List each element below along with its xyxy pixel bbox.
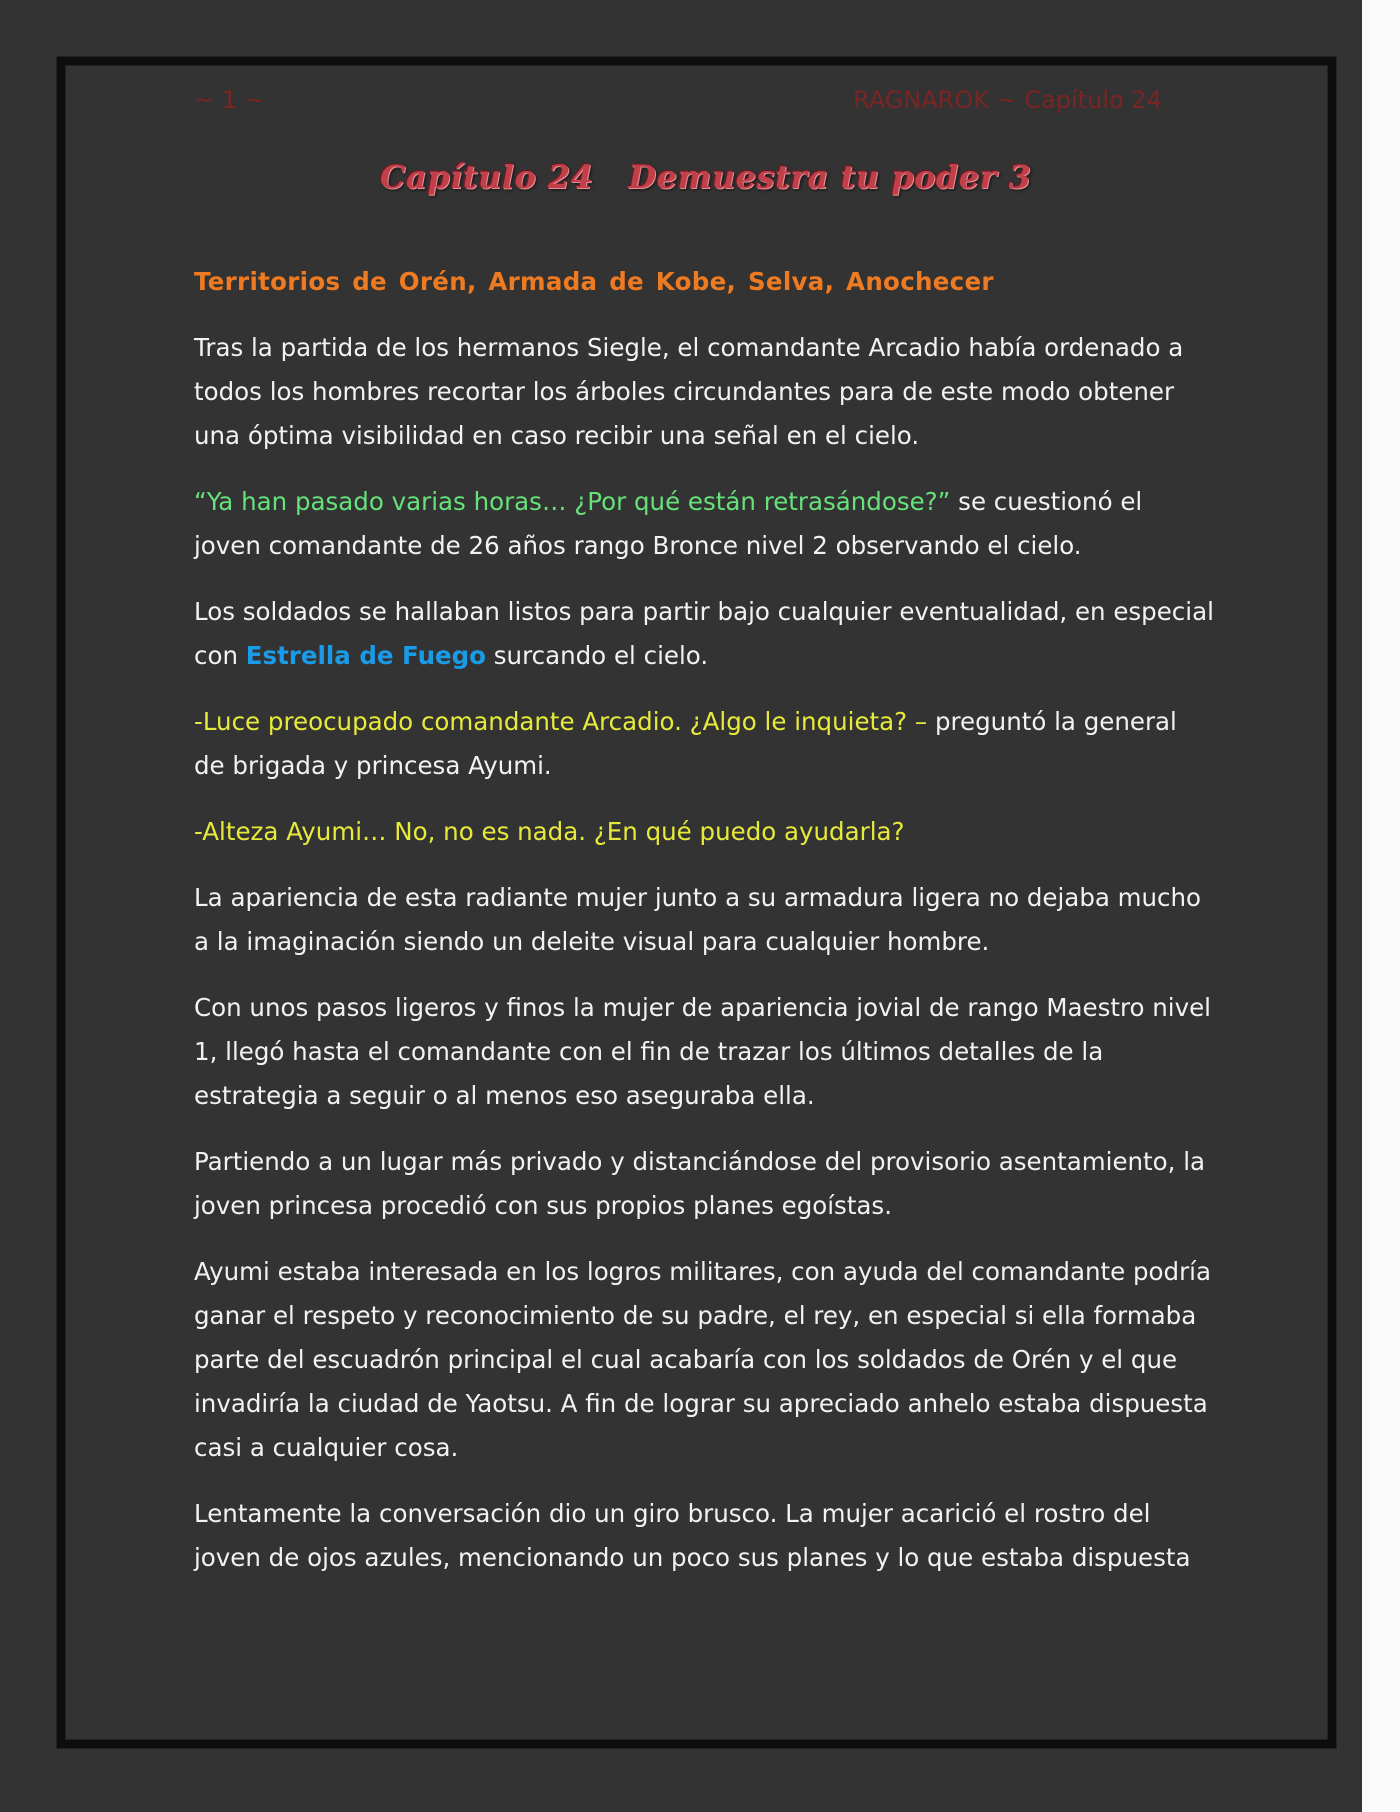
paragraph: Tras la partida de los hermanos Siegle, el comandante Arcadio había ordenado a todos los hombres recortar los árboles circundantes para de este modo obtener una óptima visibilidad en caso recibir una señal en el cielo. bbox=[194, 333, 1184, 450]
paragraph: Lentamente la conversación dio un giro brusco. La mujer acarició el rostro del joven de ojos azules, mencionando un poco sus planes y lo que estaba dispuesta bbox=[194, 1499, 1191, 1572]
dialogue-line: -Luce preocupado comandante Arcadio. ¿Algo le inquieta? – bbox=[194, 707, 928, 736]
dialogue-line: -Alteza Ayumi… No, no es nada. ¿En qué puedo ayudarla? bbox=[194, 817, 905, 846]
paragraph: Partiendo a un lugar más privado y distanciándose del provisorio asentamiento, la joven princesa procedió con sus propios planes egoístas. bbox=[194, 1147, 1206, 1220]
paragraph-text: preguntó la general de brigada y princesa Ayumi. bbox=[194, 707, 1177, 780]
paragraph bbox=[194, 700, 1214, 788]
page-number: ~ 1 ~ bbox=[194, 86, 265, 114]
paragraph: Con unos pasos ligeros y finos la mujer de apariencia jovial de rango Maestro nivel 1, llegó hasta el comandante con el fin de trazar los últimos detalles de la estrategia a seguir o al menos eso aseguraba ella. bbox=[194, 993, 1211, 1110]
thought-quote: “Ya han pasado varias horas… ¿Por qué están retrasándose?” bbox=[194, 487, 951, 516]
paragraph-text: surcando el cielo. bbox=[486, 641, 709, 670]
paragraph: La apariencia de esta radiante mujer junto a su armadura ligera no dejaba mucho a la imaginación siendo un deleite visual para cualquier hombre. bbox=[194, 883, 1202, 956]
chapter-title: Capítulo 24 Demuestra tu poder 3 bbox=[380, 158, 1032, 196]
paragraph-text: Los soldados se hallaban listos para partir bajo cualquier eventualidad, en especial con bbox=[194, 597, 1214, 670]
paragraph-text: se cuestionó el joven comandante de 26 años rango Bronce nivel 2 observando el cielo. bbox=[194, 487, 1143, 560]
running-title: RAGNAROK ~ Capítulo 24 bbox=[853, 86, 1162, 114]
chapter-body bbox=[194, 260, 1214, 1602]
highlight-name: Estrella de Fuego bbox=[245, 641, 486, 670]
paragraph bbox=[194, 590, 1214, 678]
scene-heading: Territorios de Orén, Armada de Kobe, Selva, Anochecer bbox=[194, 267, 994, 296]
page-edge bbox=[1362, 0, 1400, 1812]
paragraph: Ayumi estaba interesada en los logros militares, con ayuda del comandante podría ganar el respeto y reconocimiento de su padre, el rey, en especial si ella formaba parte del escuadrón principal el cual acabaría con los soldados de Orén y el que invadiría la ciudad de Yaotsu. A fin de lograr su apreciado anhelo estaba dispuesta casi a cualquier cosa. bbox=[194, 1257, 1211, 1462]
paragraph bbox=[194, 480, 1214, 568]
